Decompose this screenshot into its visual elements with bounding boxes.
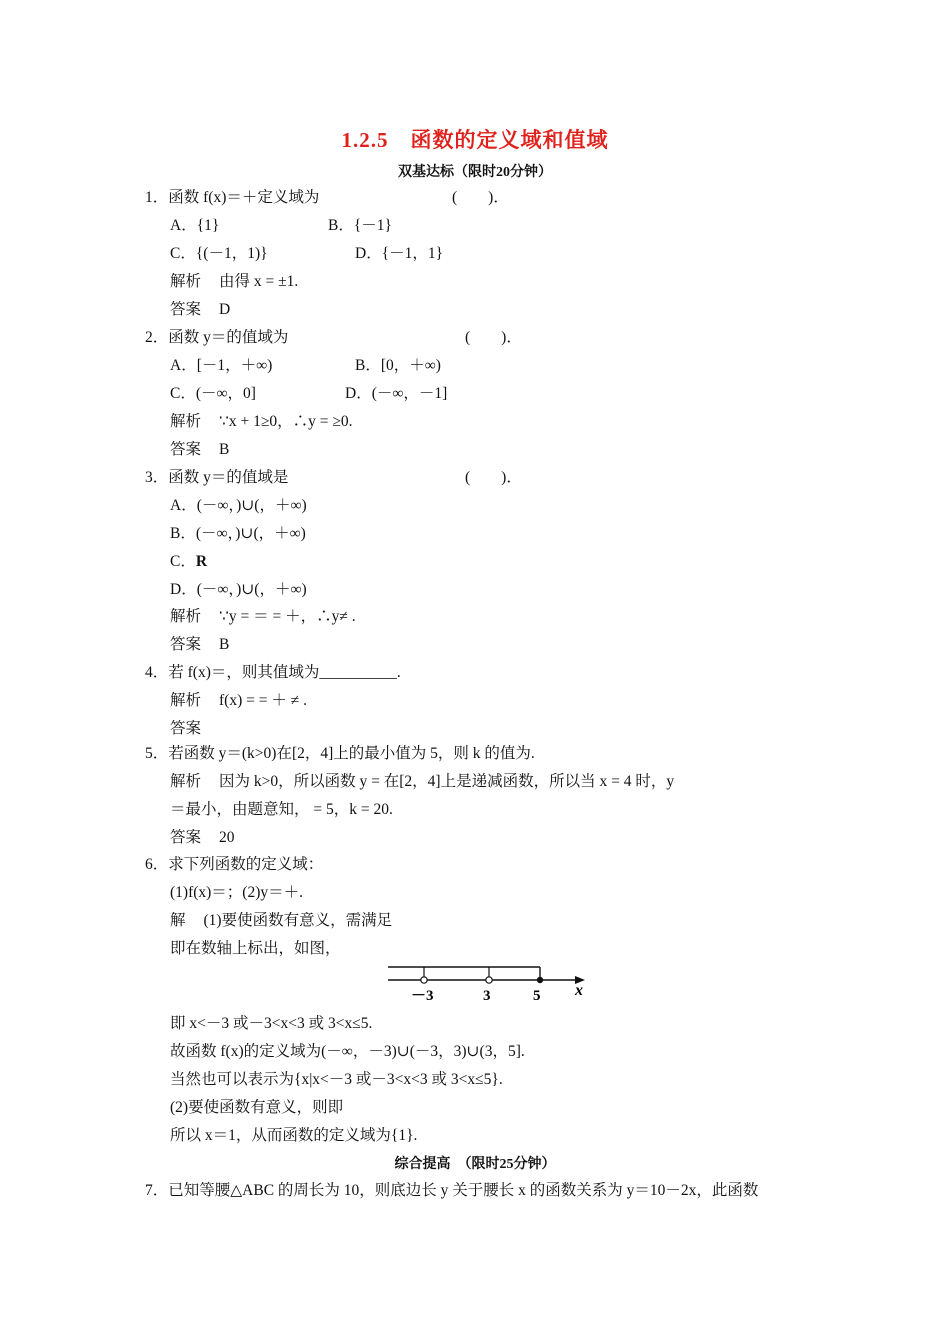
section-heading-comprehensive: 综合提高 （限时25分钟） (394, 1157, 556, 1172)
open-point-minus3 (421, 977, 427, 983)
closed-point-5 (537, 977, 543, 983)
q1-answer (170, 300, 230, 320)
page-title: 1.2.5 函数的定义域和值域 (341, 128, 609, 152)
answer-label: 答案 (170, 301, 202, 318)
question-3-stem: 3．函数 y＝的值域是 (145, 469, 289, 486)
answer-label: 答案 (170, 829, 202, 846)
q3-option-c-value: R (195, 553, 208, 570)
q2-option-d: D．(－∞，－1] (345, 385, 448, 402)
section-heading-basic: 双基达标（限时20分钟） (398, 165, 552, 180)
q2-option-a: A．[－1，＋∞) (170, 357, 273, 374)
q3-answer (170, 635, 229, 655)
solution-label: 解 (170, 912, 186, 929)
q6-solution-3: 即 x<－3 或－3<x<3 或 3<x≤5. (170, 1015, 373, 1032)
question-6-stem: 6．求下列函数的定义域： (145, 856, 324, 873)
q2-analysis (170, 412, 353, 432)
q3-analysis-text: ∵y = ＝ = ＋，∴y≠ . (219, 608, 356, 625)
q1-analysis-text: 由得 x = ±1. (219, 273, 299, 290)
q1-analysis (170, 272, 298, 292)
answer-label: 答案 (170, 720, 202, 737)
question-3-paren: ( )． (465, 469, 522, 486)
q4-analysis-text: f(x) = = ＋ ≠ . (219, 692, 307, 709)
q2-analysis-text: ∵x + 1≥0，∴y = ≥0. (219, 413, 353, 430)
analysis-label: 解析 (170, 273, 202, 290)
q5-answer (170, 828, 235, 848)
q2-answer (170, 440, 229, 460)
number-line-figure (385, 962, 590, 1004)
question-2-stem: 2．函数 y＝的值域为 (145, 329, 289, 346)
q3-option-c-label: C． (170, 553, 196, 570)
q3-answer-text: B (219, 636, 230, 653)
axis-label-x: x (575, 982, 583, 999)
question-7-stem: 7．已知等腰△ABC 的周长为 10，则底边长 y 关于腰长 x 的函数关系为 y＝10－2x，此函数 (145, 1182, 759, 1199)
q1-option-a: A．{1} (170, 217, 220, 234)
question-1-stem: 1．函数 f(x)＝＋定义域为 (145, 189, 320, 206)
analysis-label: 解析 (170, 608, 202, 625)
label-minus3: －3 (411, 988, 434, 1004)
analysis-label: 解析 (170, 773, 202, 790)
analysis-label: 解析 (170, 692, 202, 709)
q2-answer-text: B (219, 441, 230, 458)
q1-answer-text: D (219, 301, 231, 318)
q5-analysis-cont: ＝最小，由题意知， = 5，k = 20. (170, 801, 393, 818)
q4-answer (170, 719, 219, 739)
q1-option-b: B．{－1} (328, 217, 392, 234)
q4-analysis (170, 691, 307, 711)
answer-label: 答案 (170, 441, 202, 458)
open-point-3 (486, 977, 492, 983)
q1-option-c: C．{(－1，1)} (170, 245, 268, 262)
q6-solution-1 (170, 911, 392, 931)
q5-answer-text: 20 (219, 829, 235, 846)
q2-option-b: B．[0，＋∞) (355, 357, 441, 374)
question-1-paren: ( )． (452, 189, 509, 206)
q3-option-d: D．(－∞，)∪(，＋∞) (170, 581, 307, 598)
question-5-stem: 5．若函数 y＝(k>0)在[2，4]上的最小值为 5，则 k 的值为. (145, 745, 535, 762)
q6-subparts: (1)f(x)＝；(2)y＝＋. (170, 884, 304, 901)
analysis-label: 解析 (170, 413, 202, 430)
q6-solution-4: 故函数 f(x)的定义域为(－∞，－3)∪(－3，3)∪(3，5]. (170, 1043, 525, 1060)
q3-option-b: B．(－∞，)∪(，＋∞) (170, 525, 306, 542)
q5-analysis-text: 因为 k>0，所以函数 y = 在[2，4]上是递减函数，所以当 x = 4 时，y (219, 773, 675, 790)
q2-option-c: C．(－∞，0] (170, 385, 256, 402)
q6-solution-1-text: (1)要使函数有意义，需满足 (203, 912, 393, 929)
question-4-stem: 4．若 f(x)＝，则其值域为__________. (145, 664, 401, 681)
answer-label: 答案 (170, 636, 202, 653)
q6-solution-2: 即在数轴上标出，如图， (170, 940, 341, 957)
q3-option-a: A．(－∞，)∪(，＋∞) (170, 497, 307, 514)
label-5: 5 (533, 988, 541, 1004)
q6-solution-6: (2)要使函数有意义，则即 (170, 1099, 344, 1116)
q5-analysis (170, 772, 674, 792)
q6-solution-7: 所以 x＝1，从而函数的定义域为{1}. (170, 1127, 418, 1144)
label-3: 3 (483, 988, 491, 1004)
q3-option-c (170, 552, 207, 572)
q3-analysis (170, 607, 356, 627)
question-2-paren: ( )． (465, 329, 522, 346)
q6-solution-5: 当然也可以表示为{x|x<－3 或－3<x<3 或 3<x≤5}. (170, 1071, 503, 1088)
q1-option-d: D．{－1，1} (355, 245, 444, 262)
